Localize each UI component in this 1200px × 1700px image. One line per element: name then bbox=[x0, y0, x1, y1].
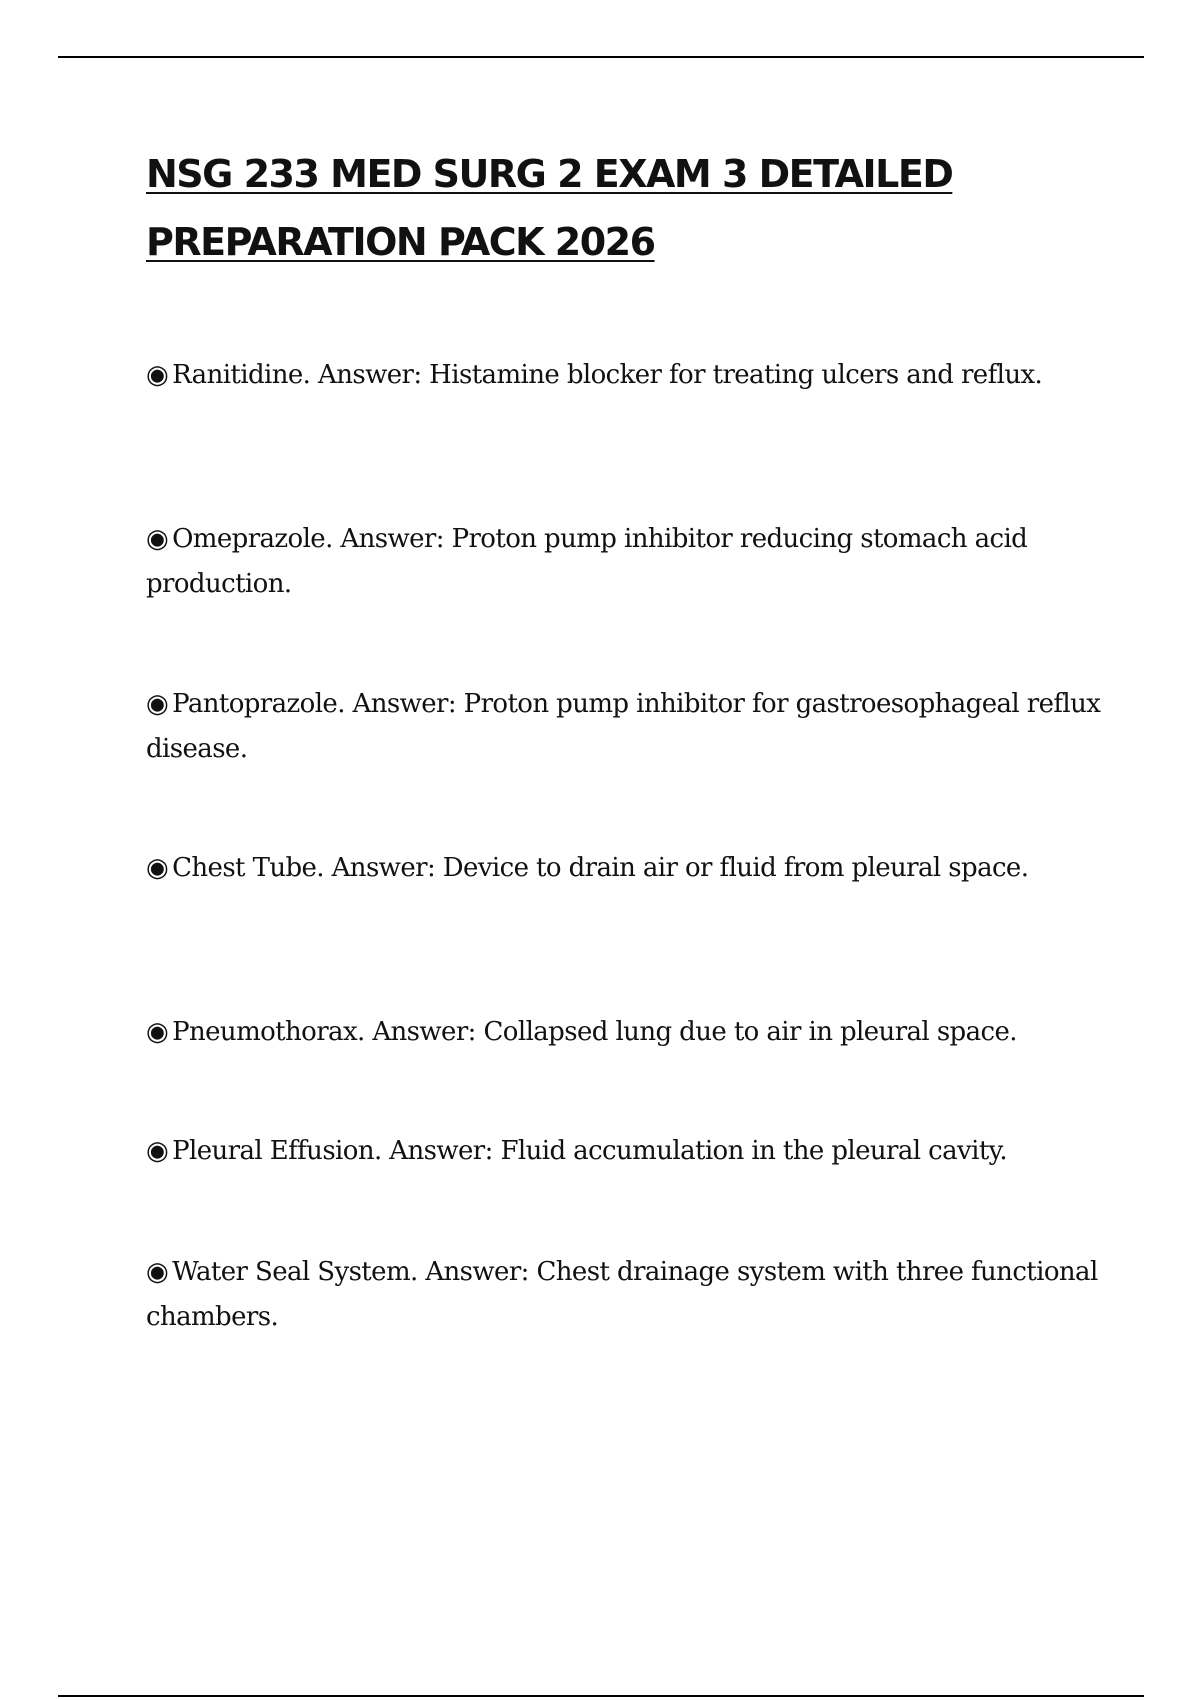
qa-item bbox=[146, 1010, 1106, 1055]
bullet-icon: ◉ bbox=[146, 1257, 169, 1287]
bullet-icon: ◉ bbox=[146, 1017, 169, 1047]
qa-item-text: Chest Tube. Answer: Device to drain air or fluid from pleural space. bbox=[172, 853, 1029, 883]
page-title-text: NSG 233 MED SURG 2 EXAM 3 DETAILED PREPARATION PACK 2026 bbox=[146, 152, 953, 264]
bullet-icon: ◉ bbox=[146, 524, 169, 554]
bullet-icon: ◉ bbox=[146, 1136, 169, 1166]
qa-item-text: Pleural Effusion. Answer: Fluid accumulation in the pleural cavity. bbox=[172, 1136, 1007, 1166]
qa-item-text: Water Seal System. Answer: Chest drainage system with three functional chambers. bbox=[146, 1257, 1098, 1332]
bullet-icon: ◉ bbox=[146, 853, 169, 883]
qa-item bbox=[146, 1250, 1106, 1340]
qa-item-text: Pantoprazole. Answer: Proton pump inhibitor for gastroesophageal reflux disease. bbox=[146, 689, 1101, 764]
page-title bbox=[146, 140, 1106, 276]
qa-item bbox=[146, 682, 1106, 772]
qa-item-text: Omeprazole. Answer: Proton pump inhibitor reducing stomach acid production. bbox=[146, 524, 1028, 599]
qa-item bbox=[146, 846, 1106, 891]
qa-item bbox=[146, 517, 1106, 607]
qa-item bbox=[146, 353, 1106, 398]
bullet-icon: ◉ bbox=[146, 689, 169, 719]
qa-item-text: Pneumothorax. Answer: Collapsed lung due to air in pleural space. bbox=[172, 1017, 1017, 1047]
bullet-icon: ◉ bbox=[146, 360, 169, 390]
qa-item-text: Ranitidine. Answer: Histamine blocker for treating ulcers and reflux. bbox=[172, 360, 1043, 390]
bottom-divider bbox=[58, 1695, 1144, 1697]
qa-item bbox=[146, 1129, 1106, 1174]
top-divider bbox=[58, 56, 1144, 58]
